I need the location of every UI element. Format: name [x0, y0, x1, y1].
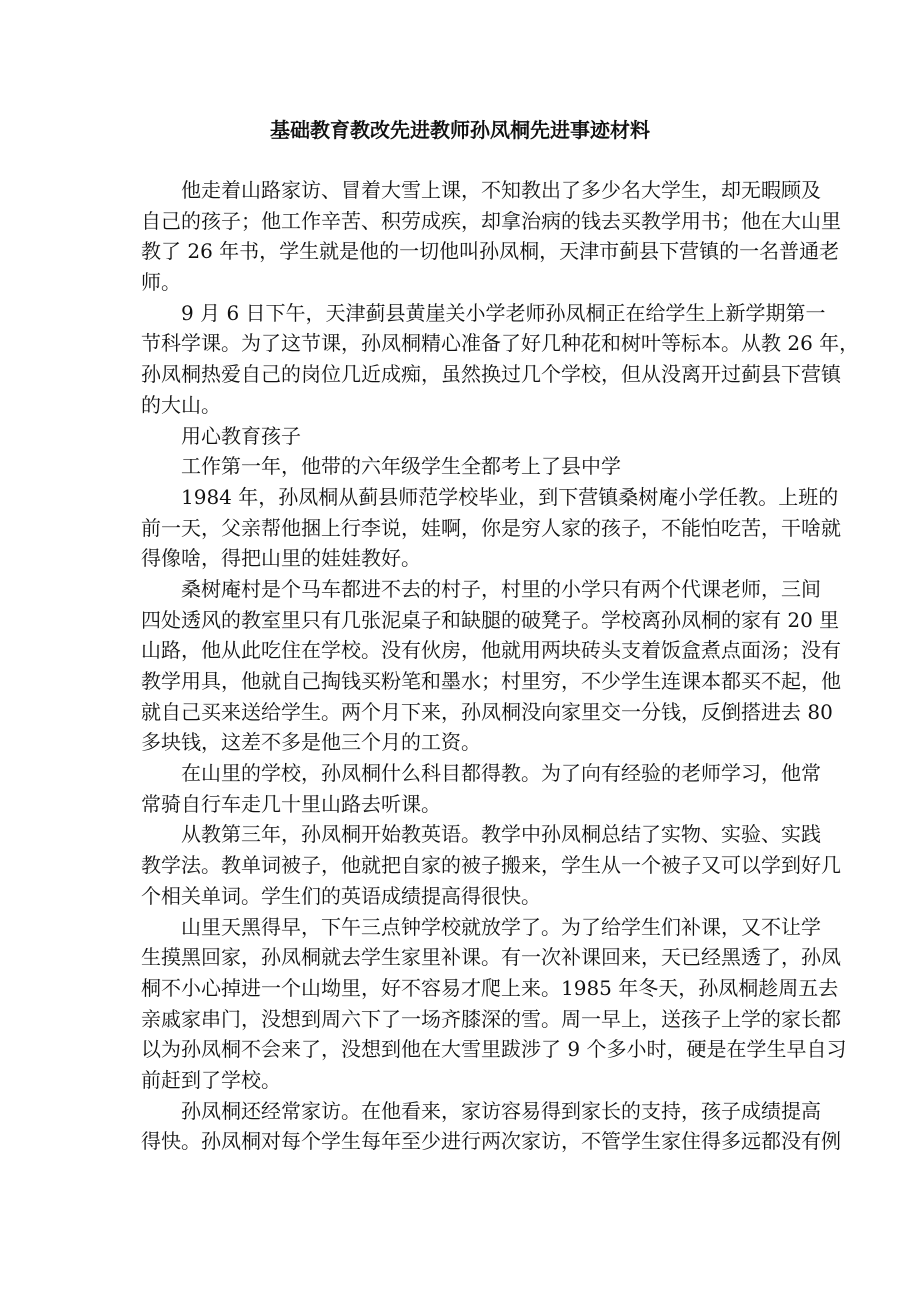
text-line: 桐不小心掉进一个山坳里，好不容易才爬上来。1985 年冬天，孙凤桐趁周五去: [141, 975, 839, 1000]
text-line: 从教第三年，孙凤桐开始教英语。教学中孙凤桐总结了实物、实验、实践: [181, 822, 821, 847]
text-line: 的大山。: [141, 392, 221, 417]
text-line: 山里天黑得早，下午三点钟学校就放学了。为了给学生们补课，又不让学: [181, 914, 821, 939]
text-line: 师。: [141, 270, 181, 295]
text-line: 孙凤桐热爱自己的岗位几近成痴，虽然换过几个学校，但从没离开过蓟县下营镇: [141, 362, 841, 387]
paragraph: [141, 574, 841, 758]
text-line: 就自己买来送给学生。两个月下来，孙凤桐没向家里交一分钱，反倒搭进去 80: [141, 699, 833, 724]
text-line: 多块钱，这差不多是他三个月的工资。: [141, 730, 481, 755]
paragraph: [141, 758, 821, 819]
text-line: 前一天，父亲帮他捆上行李说，娃啊，你是穷人家的孩子，不能怕吃苦，干啥就: [141, 515, 841, 540]
text-line: 亲戚家串门，没想到周六下了一场齐膝深的雪。周一早上，送孩子上学的家长都: [141, 1006, 841, 1031]
text-line: 9 月 6 日下午，天津蓟县黄崖关小学老师孙凤桐正在给学生上新学期第一: [181, 300, 826, 325]
text-line: 教学法。教单词被子，他就把自家的被子搬来，学生从一个被子又可以学到好几: [141, 853, 841, 878]
paragraph: [141, 451, 783, 482]
text-line: 常骑自行车走几十里山路去听课。: [141, 791, 441, 816]
text-line: 四处透风的教室里只有几张泥桌子和缺腿的破凳子。学校离孙凤桐的家有 20 里: [141, 607, 840, 632]
text-line: 1984 年，孙凤桐从蓟县师范学校毕业，到下营镇桑树庵小学任教。上班的: [181, 484, 839, 509]
paragraph: [141, 482, 841, 574]
paragraph: [141, 421, 783, 452]
text-line: 桑树庵村是个马车都进不去的村子，村里的小学只有两个代课老师，三间: [181, 576, 821, 601]
text-line: 生摸黑回家，孙凤桐就去学生家里补课。有一次补课回来，天已经黑透了，孙凤: [141, 945, 841, 970]
text-line: 用心教育孩子: [181, 423, 301, 448]
text-line: 个相关单词。学生们的英语成绩提高得很快。: [141, 883, 541, 908]
paragraph: [141, 912, 847, 1096]
text-line: 得像啥，得把山里的娃娃教好。: [141, 546, 421, 571]
text-line: 前赶到了学校。: [141, 1067, 281, 1092]
text-line: 自己的孩子；他工作辛苦、积劳成疾，却拿治病的钱去买教学用书；他在大山里: [141, 208, 841, 233]
paragraph: [141, 819, 841, 911]
text-line: 得快。孙凤桐对每个学生每年至少进行两次家访，不管学生家住得多远都没有例: [141, 1129, 841, 1154]
text-line: 以为孙凤桐不会来了，没想到他在大雪里跋涉了 9 个多小时，硬是在学生早自习: [141, 1037, 847, 1062]
text-line: 山路，他从此吃住在学校。没有伙房，他就用两块砖头支着饭盒煮点面汤；没有: [141, 638, 841, 663]
text-line: 教学用具，他就自己掏钱买粉笔和墨水；村里穷，不少学生连课本都买不起，他: [141, 669, 841, 693]
document-title: 基础教育教改先进教师孙凤桐先进事迹材料: [270, 118, 650, 142]
paragraph: [141, 1096, 841, 1157]
text-line: 节科学课。为了这节课，孙凤桐精心准备了好几种花和树叶等标本。从教 26 年，: [141, 331, 860, 356]
text-line: 在山里的学校，孙凤桐什么科目都得教。为了向有经验的老师学习，他常: [181, 761, 821, 786]
document-body: [141, 175, 860, 1157]
paragraph: [141, 175, 841, 298]
text-line: 孙凤桐还经常家访。在他看来，家访容易得到家长的支持，孩子成绩提高: [181, 1098, 821, 1123]
text-line: 工作第一年，他带的六年级学生全都考上了县中学: [181, 454, 621, 479]
paragraph: [141, 298, 860, 421]
text-line: 教了 26 年书，学生就是他的一切他叫孙凤桐，天津市蓟县下营镇的一名普通老: [141, 239, 840, 264]
text-line: 他走着山路家访、冒着大雪上课，不知教出了多少名大学生，却无暇顾及: [181, 178, 821, 202]
